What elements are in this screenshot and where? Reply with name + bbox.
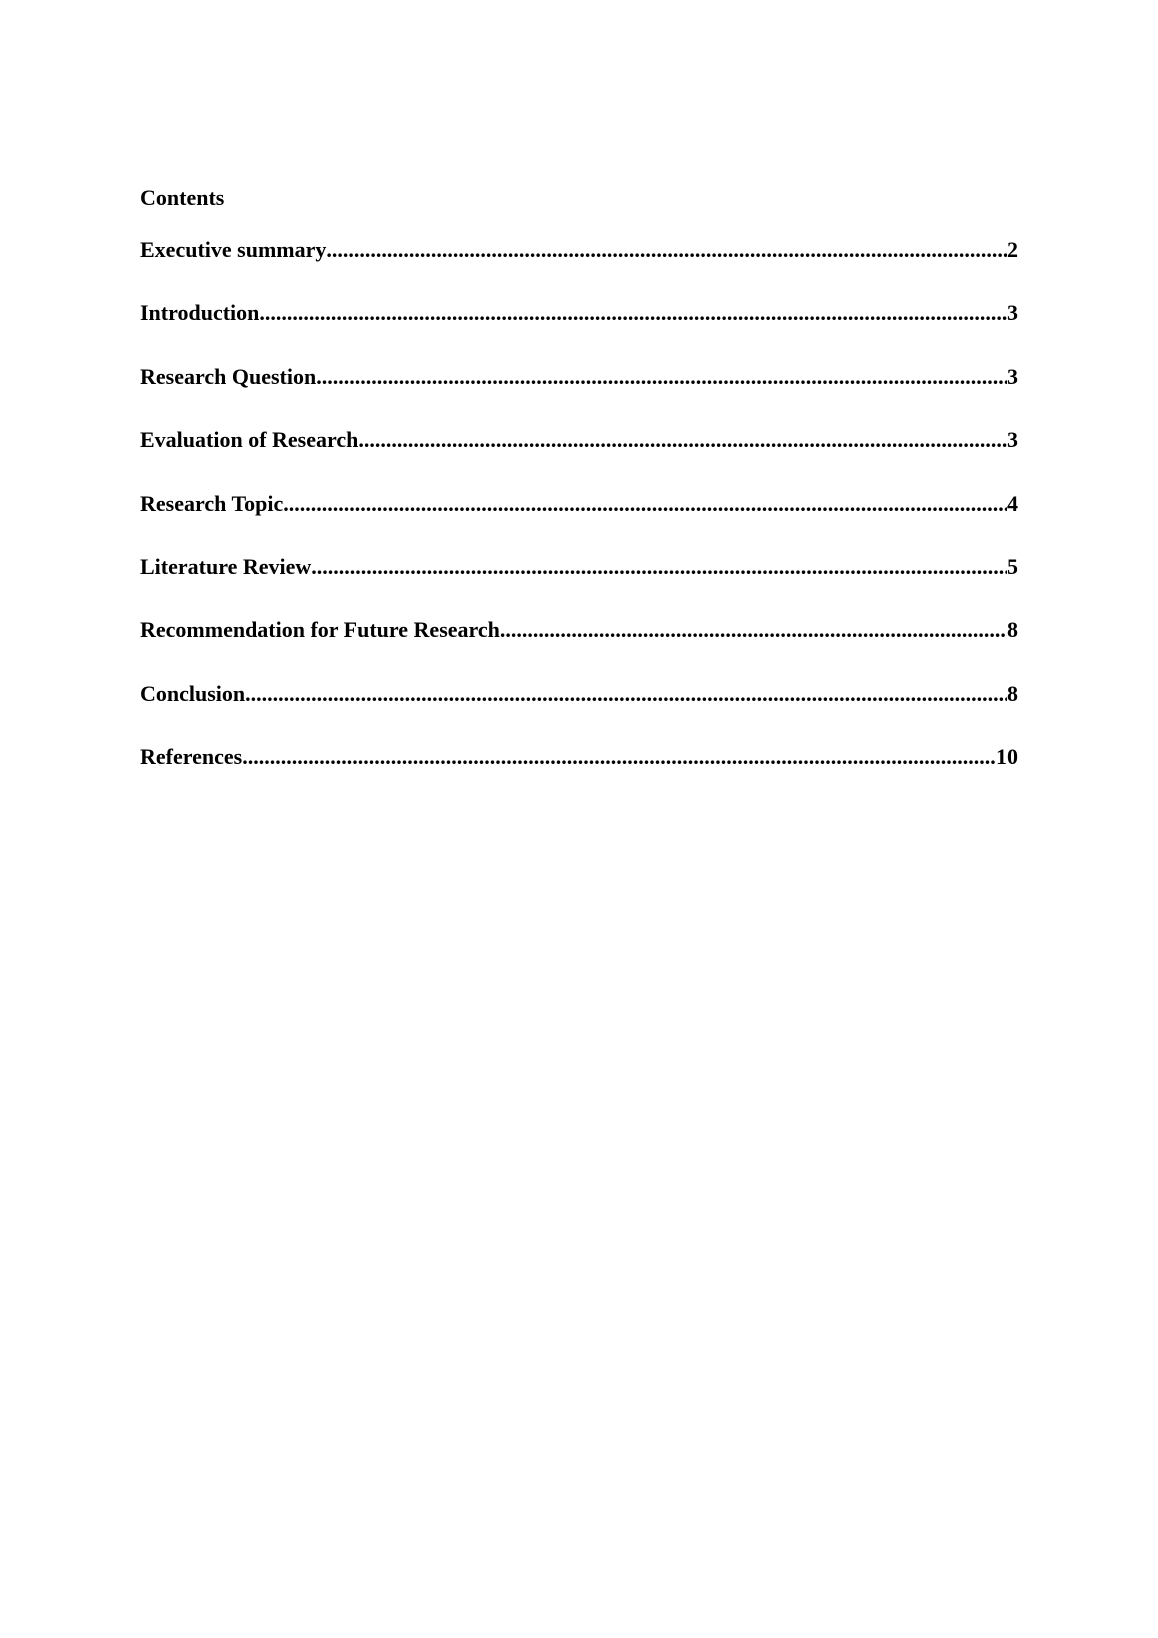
toc-entry-recommendation-for-future-research[interactable] (140, 616, 1018, 679)
table-of-contents (140, 185, 1018, 807)
toc-dot-leader (242, 743, 996, 771)
toc-entry-page-number: 3 (1007, 363, 1018, 389)
toc-entry-title: Research Topic (140, 490, 284, 516)
toc-entry-executive-summary[interactable] (140, 236, 1018, 299)
toc-entry-conclusion[interactable] (140, 680, 1018, 743)
toc-entry-page-number: 8 (1007, 680, 1018, 706)
toc-dot-leader (245, 680, 1007, 708)
toc-entry-page-number: 5 (1007, 553, 1018, 579)
toc-dot-leader (500, 616, 1007, 644)
toc-dot-leader (283, 490, 1007, 518)
toc-entry-title: Introduction (140, 300, 260, 326)
toc-entry-research-question[interactable] (140, 363, 1018, 426)
toc-list (140, 236, 1018, 807)
toc-entry-page-number: 3 (1007, 427, 1018, 453)
toc-dot-leader (311, 553, 1007, 581)
toc-dot-leader (259, 299, 1007, 327)
toc-entry-research-topic[interactable] (140, 490, 1018, 553)
toc-dot-leader (358, 426, 1007, 454)
toc-dot-leader (316, 363, 1007, 391)
toc-entry-title: Literature Review (140, 553, 312, 579)
toc-entry-page-number: 4 (1007, 490, 1018, 516)
toc-entry-title: Recommendation for Future Research (140, 617, 500, 643)
toc-entry-page-number: 8 (1007, 617, 1018, 643)
toc-entry-page-number: 3 (1007, 300, 1018, 326)
toc-heading: Contents (140, 185, 225, 210)
toc-entry-title: Research Question (140, 363, 317, 389)
toc-entry-references[interactable] (140, 743, 1018, 806)
toc-entry-title: Executive summary (140, 237, 327, 262)
toc-entry-title: References (140, 744, 243, 770)
toc-entry-evaluation-of-research[interactable] (140, 426, 1018, 489)
toc-entry-page-number: 2 (1007, 237, 1018, 262)
toc-entry-page-number: 10 (996, 744, 1018, 770)
toc-entry-literature-review[interactable] (140, 553, 1018, 616)
toc-dot-leader (326, 236, 1007, 264)
toc-entry-introduction[interactable] (140, 299, 1018, 362)
toc-entry-title: Evaluation of Research (140, 427, 359, 453)
toc-entry-title: Conclusion (140, 680, 246, 706)
